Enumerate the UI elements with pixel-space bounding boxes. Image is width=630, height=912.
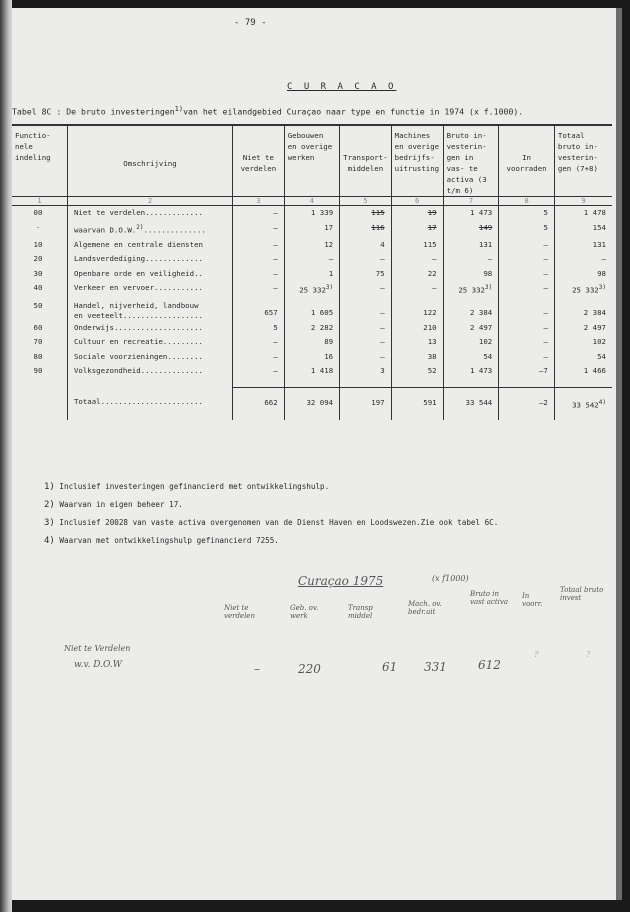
- handwritten-header: In voorr.: [522, 592, 543, 608]
- table-row: 30 Openbare orde en veiligheid.. – 1 75 22 98 – 98: [12, 267, 612, 282]
- header-gebouwen: Gebouwen en overige werken: [284, 125, 339, 197]
- table-row: 90 Volksgezondheid.............. – 1 418 3 52 1 473 –7 1 466: [12, 364, 612, 379]
- footnotes: [44, 478, 498, 550]
- table-row: 70 Cultuur en recreatie......... – 89 – 13 102 – 102: [12, 335, 612, 350]
- handwritten-value: –: [254, 662, 260, 676]
- header-transportmiddelen: Transport- middelen: [340, 125, 392, 197]
- investment-table: [12, 124, 612, 420]
- table-row: 50 Handel, nijverheid, landbouw en veeteelt.................. 657 1 605 – 122 2 384 – 2 384: [12, 299, 612, 321]
- handwritten-header: Totaal bruto invest: [560, 586, 604, 602]
- handwritten-row-label: Niet te Verdelen: [64, 644, 131, 653]
- handwritten-header: Transp middel: [348, 604, 373, 620]
- header-omschrijving: Omschrijving: [67, 125, 232, 197]
- handwritten-header: Geb. ov. werk: [290, 604, 319, 620]
- table-row: 60 Onderwijs.................... 5 2 282 – 210 2 497 – 2 497: [12, 321, 612, 336]
- book-binding: [0, 0, 12, 912]
- handwritten-header: Bruto in vast activa: [470, 590, 509, 606]
- table-row: 20 Landsverdediging............. – – – – – – –: [12, 252, 612, 267]
- handwritten-value: ?: [586, 650, 591, 659]
- page-number: - 79 -: [234, 18, 267, 28]
- handwritten-value: 612: [478, 658, 501, 672]
- handwritten-value: 331: [424, 660, 447, 674]
- header-niet-te-verdelen: Niet te verdelen: [233, 125, 285, 197]
- header-totaal: Totaal bruto in- vesterin- gen (7+8): [554, 125, 612, 197]
- total-row: Totaal....................... 662 32 094 197 591 33 544 –2 33 542$^{4)}$: [12, 387, 612, 420]
- handwritten-header: Niet te verdelen: [224, 604, 255, 620]
- footnote-3: 3) Inclusief 20028 van vaste activa overgenomen van de Dienst Haven en Loodswezen.Zie ook tabel 6C.: [44, 518, 499, 528]
- handwritten-value: 61: [382, 660, 398, 674]
- handwritten-title: Curaçao 1975: [298, 574, 384, 588]
- footnote-4: 4) Waarvan met ontwikkelingshulp gefinancierd 7255.: [44, 536, 279, 546]
- handwritten-unit: (x f1000): [432, 574, 469, 583]
- handwritten-value: ?: [534, 650, 539, 659]
- handwritten-value: 220: [298, 662, 321, 676]
- table-row: 80 Sociale voorzieningen........ – 16 – 38 54 – 54: [12, 350, 612, 365]
- document-page: [12, 8, 622, 900]
- column-number-row: 1 2 3 4 5 6 7 8 9: [12, 197, 612, 206]
- header-machines: Machines en overige bedrijfs- uitrusting: [391, 125, 443, 197]
- header-bruto-vaste-activa: Bruto in- vesterin- gen in vas- te activa (3 t/m 6): [443, 125, 499, 197]
- table-row: · waarvan D.O.W.$^{2)}$.............. – 17 116 17 149 5 154: [12, 221, 612, 238]
- header-functionele-indeling: Functio- nele indeling: [15, 131, 51, 162]
- footnote-2: 2) Waarvan in eigen beheer 17.: [44, 500, 183, 510]
- footnote-1: 1) Inclusief investeringen gefinancierd met ontwikkelingshulp.: [44, 482, 330, 492]
- table-row: 10 Algemene en centrale diensten – 12 4 115 131 – 131: [12, 238, 612, 253]
- document-title: C U R A C A O: [287, 82, 397, 92]
- table-row: 40 Verkeer en vervoer........... – 25 332$^{3)}$ – – 25 332$^{3)}$ – 25 332$^{3)}$: [12, 281, 612, 298]
- table-row: 00 Niet te verdelen............. – 1 339 115 19 1 473 5 1 478: [12, 206, 612, 221]
- handwritten-header: Mach. ov. bedr.uit: [408, 600, 442, 616]
- header-row: [12, 125, 612, 197]
- handwritten-row-label: w.v. D.O.W: [74, 660, 122, 670]
- table-caption: Tabel 8C : De bruto investeringen$^{1)}$van het eilandgebied Curaçao naar type en functie in 1974 (x f.1000).: [12, 105, 524, 117]
- header-voorraden: In voorraden: [499, 125, 555, 197]
